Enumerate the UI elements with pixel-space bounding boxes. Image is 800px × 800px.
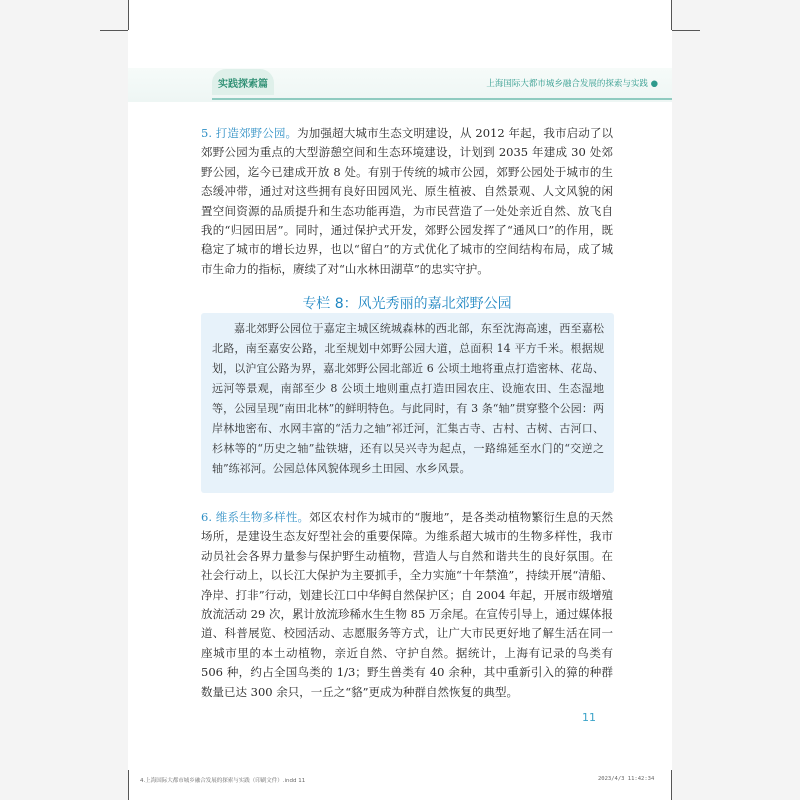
- print-file-label: 4.上海国际大都市城乡融合发展的探索与实践（印刷文件）.indd 11: [140, 778, 306, 784]
- sidebar-box-title: 专栏 8：风光秀丽的嘉北郊野公园: [302, 296, 512, 312]
- print-timestamp: 2023/4/3 11:42:34: [598, 776, 655, 782]
- page-number: 11: [582, 711, 596, 724]
- paragraph-body: 为加强超大城市生态文明建设，从 2012 年起，我市启动了以郊野公园为重点的大型游憩空间和生态环境建设，计划到 2035 年建成 30 处郊野公园，迄今已建成开放 8 处。有别于传统的城市公园，郊野公园处于城市的生态缓冲带，通过对这些拥有良好田园风光、原生植被、自然景观、人文风貌的闲置空间资源的品质提升和生态功能再造，为市民营造了一处处亲近自然、放飞自我的“归园田居”。同时，通过保护式开发，郊野公园发挥了“通风口”的作用，既稳定了城市的增长边界，也以“留白”的方式优化了城市的空间结构布局，成了城市生命力的指标，赓续了对“山水林田湖草”的忠实守护。: [201, 126, 613, 276]
- paragraph-lead: 6. 维系生物多样性。: [201, 510, 310, 524]
- header-rule: [212, 98, 672, 100]
- crop-mark-left-h: [100, 30, 128, 31]
- running-title: 上海国际大都市城乡融合发展的探索与实践 ●: [486, 79, 658, 89]
- crop-mark-top-left: [128, 0, 129, 30]
- section-tab-label: 实践探索篇: [218, 79, 268, 90]
- sidebar-box-text: 嘉北郊野公园位于嘉定主城区统城森林的西北部，东至沈海高速，西至嘉松北路，南至嘉安公路，北至规划中郊野公园大道，总面积 14 平方千米。根据规划，以沪宜公路为界，嘉北郊野公园北部近 6 公顷土地将重点打造密林、花岛、远河等景观，南部至少 8 公顷土地则重点打造田园农庄、设施农田、生态湿地等，公园呈现“南田北林”的鲜明特色。与此同时，有 3 条“轴”贯穿整个公园：两岸林地密布、水网丰富的“活力之轴”祁迁河，汇集古寺、古村、古树、古河口、杉林等的“历史之轴”盐铁塘，还有以吴兴寺为起点，一路绵延至水门的“交逆之轴”练祁河。公园总体风貌体现乡土田园、水乡风景。: [212, 322, 604, 475]
- crop-mark-bottom-right: [671, 770, 672, 800]
- paragraph-park: [201, 124, 613, 279]
- paragraph-body: 郊区农村作为城市的“腹地”，是各类动植物繁衍生息的天然场所，是建设生态友好型社会的重要保障。为维系超大城市的生物多样性，我市动员社会各界力量参与保护野生动植物，营造人与自然和谐共生的良好氛围。在社会行动上，以长江大保护为主要抓手，全力实施“十年禁渔”，持续开展“清船、净岸、打非”行动，划建长江口中华鲟自然保护区；自 2004 年起，开展市级增殖放流活动 29 次，累计放流珍稀水生生物 85 万余尾。在宣传引导上，通过媒体报道、科普展览、校园活动、志愿服务等方式，让广大市民更好地了解生活在同一座城市里的本土动植物，亲近自然、守护自然。据统计，上海有记录的鸟类有 506 种，约占全国鸟类的 1/3；野生兽类有 40 余种，其中重新引入的獐的种群数量已达 300 余只，一丘之“貉”更成为种群自然恢复的典型。: [201, 510, 613, 699]
- crop-mark-top-right: [671, 0, 672, 30]
- paragraph-lead: 5. 打造郊野公园。: [201, 126, 298, 140]
- paragraph-biodiversity: [201, 508, 613, 702]
- crop-mark-right-h: [672, 30, 700, 31]
- crop-mark-bottom-left: [128, 770, 129, 800]
